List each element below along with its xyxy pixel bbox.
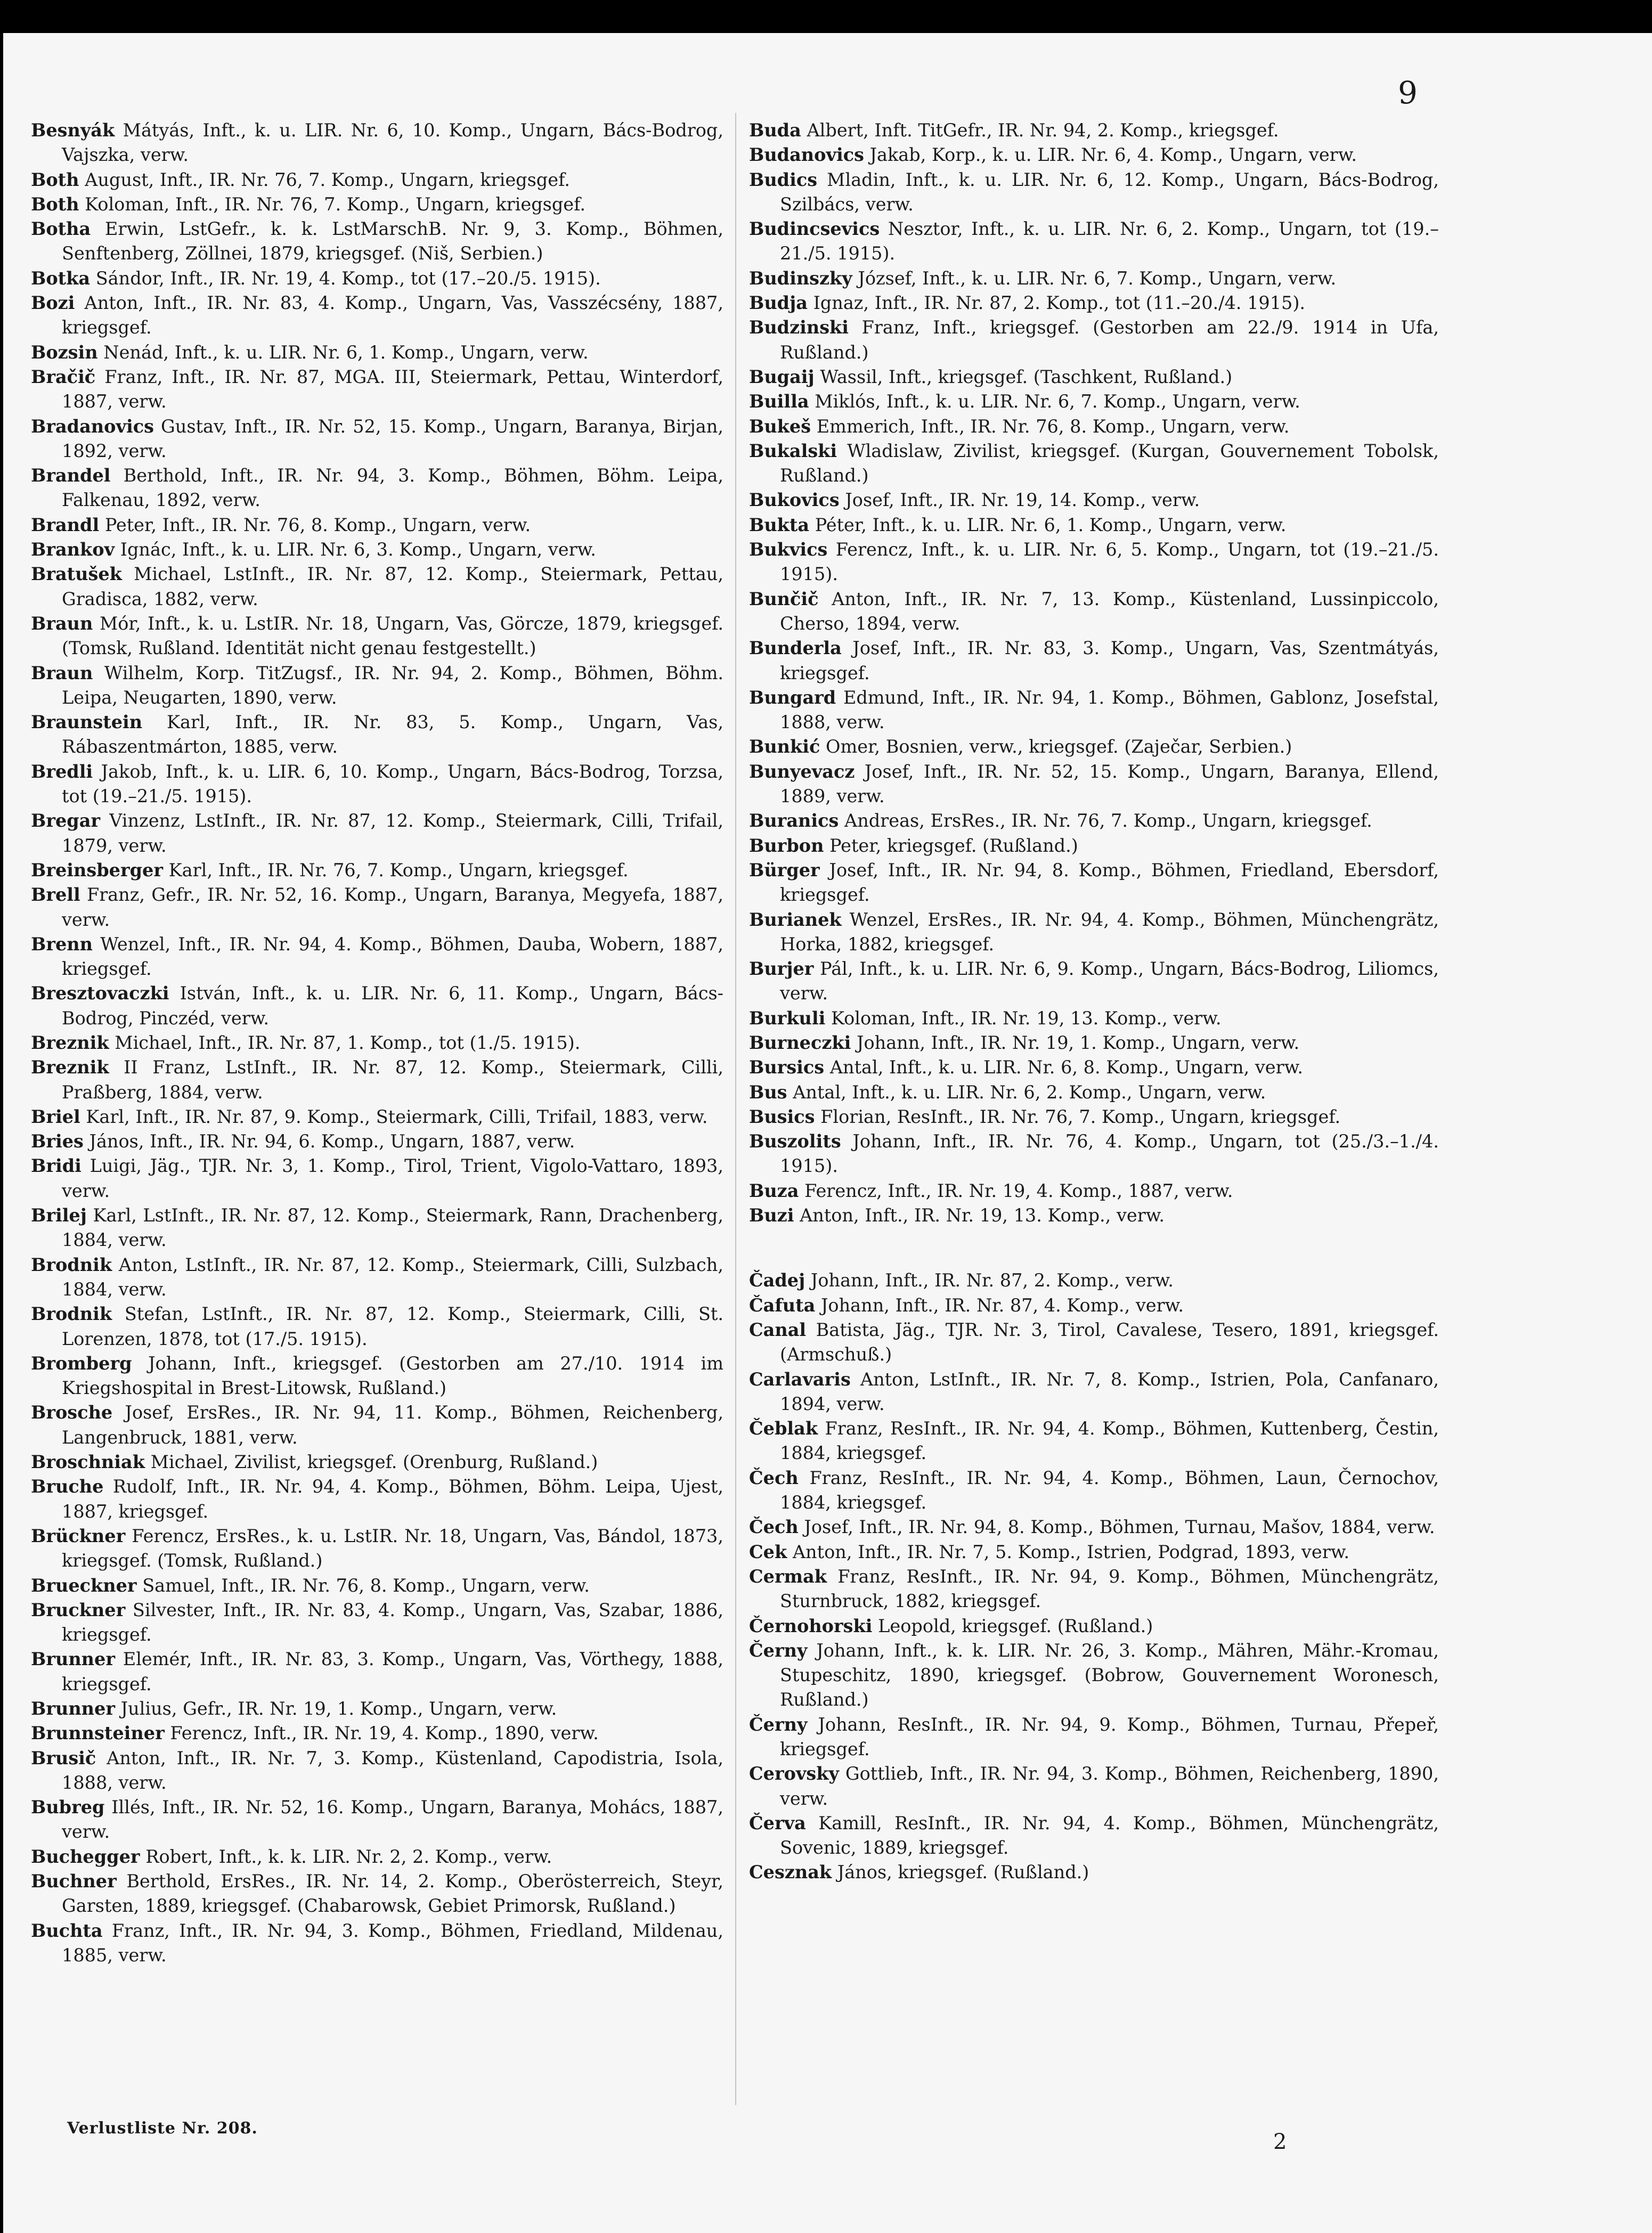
entry-surname: Burbon	[749, 835, 824, 856]
entry-surname: Bregar	[31, 810, 101, 832]
entry-surname: Bozi	[31, 292, 75, 314]
casualty-entry	[749, 735, 1439, 759]
entry-details: Batista, Jäg., TJR. Nr. 3, Tirol, Cavalese, Tesero, 1891, kriegsgef. (Armschuß.)	[780, 1319, 1439, 1365]
entry-surname: Brandel	[31, 465, 111, 486]
entry-details: Johann, Inft., IR. Nr. 19, 1. Komp., Ungarn, verw.	[857, 1032, 1300, 1053]
entry-details: Ferencz, Inft., IR. Nr. 19, 4. Komp., 1887, verw.	[804, 1180, 1233, 1201]
casualty-entry	[749, 636, 1439, 686]
casualty-entry	[749, 858, 1439, 908]
entry-surname: Burkuli	[749, 1007, 826, 1029]
entry-surname: Budzinski	[749, 317, 849, 338]
casualty-entry	[31, 217, 723, 266]
entry-surname: Bresztovaczki	[31, 983, 169, 1004]
entry-surname: Burjer	[749, 958, 814, 980]
left-column	[31, 118, 723, 1968]
entry-surname: Breznik	[31, 1057, 109, 1078]
entry-details: Anton, LstInft., IR. Nr. 87, 12. Komp., Steiermark, Cilli, Sulzbach, 1884, verw.	[62, 1254, 723, 1300]
entry-details: Jakab, Korp., k. u. LIR. Nr. 6, 4. Komp., Ungarn, verw.	[869, 144, 1357, 166]
entry-surname: Budanovics	[749, 144, 864, 166]
entry-surname: Černy	[749, 1714, 808, 1735]
entry-surname: Bunkić	[749, 736, 820, 757]
entry-details: Erwin, LstGefr., k. k. LstMarschB. Nr. 9, 3. Komp., Böhmen, Senftenberg, Zöllnei, 1879, kriegsgef. (Niš, Serbien.)	[62, 218, 723, 264]
entry-details: Edmund, Inft., IR. Nr. 94, 1. Komp., Böhmen, Gablonz, Josefstal, 1888, verw.	[780, 687, 1439, 733]
entry-details: Michael, LstInft., IR. Nr. 87, 12. Komp., Steiermark, Pettau, Gradisca, 1882, verw.	[62, 564, 723, 609]
casualty-entry	[31, 1721, 723, 1746]
entry-details: Berthold, Inft., IR. Nr. 94, 3. Komp., Böhmen, Böhm. Leipa, Falkenau, 1892, verw.	[62, 465, 723, 511]
entry-details: Josef, Inft., IR. Nr. 19, 14. Komp., verw.	[845, 490, 1200, 511]
casualty-entry	[749, 1416, 1439, 1466]
casualty-entry	[31, 1154, 723, 1203]
entry-surname: Bunčič	[749, 588, 819, 609]
entry-surname: Bračič	[31, 366, 96, 387]
entry-surname: Breznik	[31, 1032, 109, 1053]
casualty-entry	[749, 1713, 1439, 1762]
entry-surname: Bredli	[31, 761, 93, 782]
entry-details: Josef, ErsRes., IR. Nr. 94, 11. Komp., Böhmen, Reichenberg, Langenbruck, 1881, verw.	[62, 1402, 724, 1448]
entry-surname: Bunderla	[749, 638, 842, 659]
entry-surname: Bruche	[31, 1476, 104, 1497]
entry-surname: Bruckner	[31, 1599, 126, 1620]
entry-details: Kamill, ResInft., IR. Nr. 94, 4. Komp., Böhmen, Münchengrätz, Sovenic, 1889, kriegsgef.	[780, 1812, 1439, 1859]
entry-surname: Broschniak	[31, 1452, 145, 1473]
casualty-entry	[749, 1318, 1439, 1367]
entry-surname: Buda	[749, 120, 801, 141]
entry-surname: Buzi	[749, 1205, 794, 1226]
entry-details: Mór, Inft., k. u. LstIR. Nr. 18, Ungarn, Vas, Görcze, 1879, kriegsgef. (Tomsk, Rußland. Identität nicht genau festgestellt.)	[62, 613, 723, 659]
entry-surname: Besnyák	[31, 120, 115, 141]
casualty-entry	[749, 1129, 1439, 1179]
entry-surname: Burneczki	[749, 1032, 851, 1053]
entry-surname: Bukovics	[749, 490, 840, 511]
entry-details: Franz, Inft., IR. Nr. 94, 3. Komp., Böhmen, Friedland, Mildenau, 1885, verw.	[62, 1920, 723, 1966]
casualty-entry	[31, 118, 723, 168]
entry-details: Péter, Inft., k. u. LIR. Nr. 6, 1. Komp., Ungarn, verw.	[815, 514, 1287, 535]
casualty-entry	[749, 488, 1439, 512]
casualty-entry	[31, 661, 723, 711]
casualty-entry	[31, 266, 723, 291]
entry-details: Franz, Inft., IR. Nr. 87, MGA. III, Steiermark, Pettau, Winterdorf, 1887, verw.	[62, 366, 723, 412]
casualty-entry	[749, 1006, 1439, 1031]
casualty-entry	[31, 1400, 723, 1450]
entry-surname: Bukeš	[749, 415, 811, 437]
entry-surname: Čech	[749, 1467, 799, 1488]
entry-details: Pál, Inft., k. u. LIR. Nr. 6, 9. Komp., Ungarn, Bács-Bodrog, Liliomcs, verw.	[780, 958, 1439, 1004]
entry-surname: Brusič	[31, 1747, 96, 1769]
entry-surname: Bradanovics	[31, 415, 154, 437]
entry-details: Josef, Inft., IR. Nr. 83, 3. Komp., Ungarn, Vas, Szentmátyás, kriegsgef.	[780, 638, 1439, 683]
entry-details: Ferencz, ErsRes., k. u. LstIR. Nr. 18, Ungarn, Vas, Bándol, 1873, kriegsgef. (Tomsk, Rußland.)	[62, 1525, 723, 1571]
entry-details: Julius, Gefr., IR. Nr. 19, 1. Komp., Ungarn, verw.	[120, 1698, 557, 1719]
casualty-entry	[31, 1450, 723, 1474]
entry-details: János, Inft., IR. Nr. 94, 6. Komp., Ungarn, 1887, verw.	[89, 1131, 575, 1152]
entry-surname: Both	[31, 193, 79, 215]
entry-details: Silvester, Inft., IR. Nr. 83, 4. Komp., Ungarn, Vas, Szabar, 1886, kriegsgef.	[62, 1599, 723, 1645]
document-page	[3, 33, 1652, 2233]
entry-details: Andreas, ErsRes., IR. Nr. 76, 7. Komp., Ungarn, kriegsgef.	[844, 810, 1372, 832]
entry-surname: Brosche	[31, 1402, 113, 1423]
entry-details: Ignác, Inft., k. u. LIR. Nr. 6, 3. Komp., Ungarn, verw.	[120, 539, 596, 560]
casualty-entry	[31, 1302, 723, 1351]
entry-surname: Brunner	[31, 1698, 115, 1719]
signature-number: 2	[1273, 2130, 1287, 2154]
entry-surname: Burianek	[749, 909, 842, 930]
casualty-entry	[31, 1598, 723, 1648]
casualty-entry	[31, 932, 723, 982]
casualty-entry	[749, 414, 1439, 439]
entry-details: Gottlieb, Inft., IR. Nr. 94, 3. Komp., Böhmen, Reichenberg, 1890, verw.	[780, 1763, 1439, 1809]
entry-details: Ignaz, Inft., IR. Nr. 87, 2. Komp., tot (11.–20./4. 1915).	[813, 292, 1306, 314]
entry-surname: Bukta	[749, 514, 810, 535]
entry-surname: Černy	[749, 1640, 808, 1661]
casualty-entry	[31, 710, 723, 760]
entry-surname: Čeblak	[749, 1418, 818, 1439]
casualty-entry	[749, 1860, 1439, 1885]
casualty-entry	[749, 143, 1439, 167]
right-column	[749, 118, 1439, 1885]
entry-surname: Bungard	[749, 687, 836, 708]
entry-details: János, kriegsgef. (Rußland.)	[837, 1862, 1089, 1883]
entry-details: Franz, Inft., kriegsgef. (Gestorben am 22./9. 1914 in Ufa, Rußland.)	[780, 317, 1439, 363]
entry-surname: Brandl	[31, 514, 100, 535]
entry-details: Nesztor, Inft., k. u. LIR. Nr. 6, 2. Komp., Ungarn, tot (19.–21./5. 1915).	[780, 218, 1439, 264]
casualty-entry	[749, 439, 1439, 488]
entry-details: Koloman, Inft., IR. Nr. 76, 7. Komp., Ungarn, kriegsgef.	[85, 193, 585, 215]
entry-surname: Both	[31, 169, 79, 190]
entry-details: István, Inft., k. u. LIR. Nr. 6, 11. Komp., Ungarn, Bács-Bodrog, Pinczéd, verw.	[62, 983, 723, 1029]
entry-surname: Brenn	[31, 933, 93, 955]
casualty-entry	[31, 1869, 723, 1919]
casualty-entry	[749, 291, 1439, 315]
entry-details: Robert, Inft., k. k. LIR. Nr. 2, 2. Komp., verw.	[145, 1846, 552, 1867]
casualty-entry	[31, 1919, 723, 1968]
entry-details: Wladislaw, Zivilist, kriegsgef. (Kurgan, Gouvernement Tobolsk, Rußland.)	[780, 440, 1439, 486]
entry-details: Johann, Inft., kriegsgef. (Gestorben am 27./10. 1914 im Kriegshospital in Brest-Litowsk, Rußland.)	[62, 1352, 723, 1399]
entry-surname: Buchner	[31, 1871, 117, 1892]
entry-surname: Čadej	[749, 1270, 805, 1291]
casualty-entry	[749, 1564, 1439, 1614]
casualty-entry	[749, 1811, 1439, 1861]
entry-details: Wenzel, ErsRes., IR. Nr. 94, 4. Komp., Böhmen, Münchengrätz, Horka, 1882, kriegsgef.	[780, 909, 1439, 955]
entry-surname: Bukvics	[749, 539, 828, 560]
entry-surname: Cek	[749, 1541, 787, 1562]
casualty-entry	[749, 686, 1439, 735]
casualty-entry	[31, 1697, 723, 1721]
entry-surname: Bratušek	[31, 564, 122, 585]
casualty-entry	[749, 266, 1439, 291]
casualty-entry	[749, 315, 1439, 365]
casualty-entry	[749, 1293, 1439, 1318]
casualty-entry	[31, 340, 723, 365]
entry-surname: Botka	[31, 267, 91, 289]
entry-details: Peter, Inft., IR. Nr. 76, 8. Komp., Ungarn, verw.	[104, 514, 531, 535]
entry-surname: Busics	[749, 1106, 815, 1127]
entry-surname: Bugaij	[749, 366, 815, 387]
entry-details: Anton, LstInft., IR. Nr. 7, 8. Komp., Istrien, Pola, Canfanaro, 1894, verw.	[780, 1368, 1439, 1414]
entry-details: Josef, Inft., IR. Nr. 52, 15. Komp., Ungarn, Baranya, Ellend, 1889, verw.	[780, 761, 1439, 807]
entry-details: Johann, Inft., IR. Nr. 87, 2. Komp., verw.	[810, 1270, 1174, 1291]
entry-surname: Bozsin	[31, 341, 98, 363]
casualty-entry	[31, 1105, 723, 1129]
entry-surname: Bridi	[31, 1155, 82, 1177]
casualty-entry	[31, 1795, 723, 1845]
casualty-entry	[749, 834, 1439, 858]
entry-surname: Breinsberger	[31, 859, 163, 881]
casualty-entry	[749, 1515, 1439, 1539]
column-divider	[735, 113, 736, 2105]
entry-surname: Budincsevics	[749, 218, 880, 240]
entry-surname: Cerovsky	[749, 1763, 839, 1784]
entry-details: Wilhelm, Korp. TitZugsf., IR. Nr. 94, 2. Komp., Böhmen, Böhm. Leipa, Neugarten, 1890, verw.	[62, 662, 723, 708]
casualty-entry	[31, 192, 723, 217]
entry-surname: Budics	[749, 169, 818, 190]
casualty-entry	[31, 760, 723, 809]
casualty-entry	[31, 537, 723, 562]
entry-details: Sándor, Inft., IR. Nr. 19, 4. Komp., tot (17.–20./5. 1915).	[95, 267, 601, 289]
entry-details: Elemér, Inft., IR. Nr. 83, 3. Komp., Ungarn, Vas, Vörthegy, 1888, kriegsgef.	[62, 1649, 723, 1694]
entry-surname: Bukalski	[749, 440, 837, 461]
entry-details: József, Inft., k. u. LIR. Nr. 6, 7. Komp., Ungarn, verw.	[858, 267, 1337, 289]
entry-surname: Černohorski	[749, 1615, 873, 1636]
entry-surname: Buza	[749, 1180, 799, 1201]
entry-surname: Červa	[749, 1812, 806, 1833]
casualty-entry	[31, 365, 723, 414]
casualty-entry	[31, 562, 723, 612]
entry-surname: Buranics	[749, 810, 839, 832]
casualty-entry	[749, 1466, 1439, 1515]
entry-details: Antal, Inft., k. u. LIR. Nr. 6, 8. Komp., Ungarn, verw.	[829, 1057, 1303, 1078]
entry-details: Koloman, Inft., IR. Nr. 19, 13. Komp., verw.	[831, 1007, 1222, 1029]
casualty-entry	[749, 908, 1439, 957]
casualty-entry	[31, 1351, 723, 1401]
casualty-entry	[31, 1253, 723, 1302]
casualty-entry	[31, 1055, 723, 1105]
entry-details: Stefan, LstInft., IR. Nr. 87, 12. Komp., Steiermark, Cilli, St. Lorenzen, 1878, tot (17./5. 1915).	[62, 1303, 724, 1349]
entry-surname: Buchegger	[31, 1846, 140, 1867]
entry-details: Karl, LstInft., IR. Nr. 87, 12. Komp., Steiermark, Rann, Drachenberg, 1884, verw.	[62, 1205, 723, 1251]
entry-details: Luigi, Jäg., TJR. Nr. 3, 1. Komp., Tirol, Trient, Vigolo-Vattaro, 1893, verw.	[62, 1155, 723, 1201]
casualty-entry	[31, 1647, 723, 1697]
casualty-entry	[749, 1203, 1439, 1228]
entry-surname: Bromberg	[31, 1352, 132, 1374]
entry-details: Karl, Inft., IR. Nr. 87, 9. Komp., Steiermark, Cilli, Trifail, 1883, verw.	[86, 1106, 708, 1127]
casualty-entry	[749, 537, 1439, 587]
entry-surname: Canal	[749, 1319, 807, 1340]
casualty-entry	[749, 389, 1439, 414]
entry-surname: Brückner	[31, 1525, 126, 1546]
entry-surname: Brunnsteiner	[31, 1723, 165, 1744]
entry-details: Karl, Inft., IR. Nr. 76, 7. Komp., Ungarn, kriegsgef.	[168, 859, 629, 881]
casualty-entry	[749, 168, 1439, 217]
entry-details: Illés, Inft., IR. Nr. 52, 16. Komp., Ungarn, Baranya, Mohács, 1887, verw.	[62, 1797, 723, 1843]
entry-details: Gustav, Inft., IR. Nr. 52, 15. Komp., Ungarn, Baranya, Birjan, 1892, verw.	[62, 415, 724, 461]
entry-details: Karl, Inft., IR. Nr. 83, 5. Komp., Ungarn, Vas, Rábaszentmárton, 1885, verw.	[62, 712, 723, 757]
casualty-entry	[31, 1031, 723, 1055]
casualty-entry	[31, 463, 723, 513]
entry-details: Anton, Inft., IR. Nr. 7, 3. Komp., Küstenland, Capodistria, Isola, 1888, verw.	[62, 1747, 723, 1793]
entry-surname: Budja	[749, 292, 808, 314]
casualty-entry	[749, 1105, 1439, 1129]
entry-details: Michael, Inft., IR. Nr. 87, 1. Komp., tot (1./5. 1915).	[115, 1032, 581, 1053]
entry-surname: Bürger	[749, 859, 820, 881]
entry-details: Mladin, Inft., k. u. LIR. Nr. 6, 12. Komp., Ungarn, Bács-Bodrog, Szilbács, verw.	[780, 169, 1439, 215]
entry-details: Johann, Inft., k. k. LIR. Nr. 26, 3. Komp., Mähren, Mähr.-Kromau, Stupeschitz, 1890, kriegsgef. (Bobrow, Gouvernement Woronesch, Rußland.)	[780, 1640, 1439, 1710]
entry-details: Ferencz, Inft., k. u. LIR. Nr. 6, 5. Komp., Ungarn, tot (19.–21./5. 1915).	[780, 539, 1439, 585]
casualty-entry	[31, 809, 723, 858]
entry-surname: Brunner	[31, 1649, 115, 1670]
entry-surname: Brell	[31, 884, 80, 906]
entry-surname: Bubreg	[31, 1797, 105, 1818]
entry-surname: Braun	[31, 662, 93, 683]
casualty-entry	[31, 1845, 723, 1869]
entry-details: Anton, Inft., IR. Nr. 19, 13. Komp., verw.	[800, 1205, 1165, 1226]
entry-details: Franz, ResInft., IR. Nr. 94, 9. Komp., Böhmen, Münchengrätz, Sturnbruck, 1882, kriegsgef.	[780, 1566, 1439, 1612]
entry-details: Albert, Inft. TitGefr., IR. Nr. 94, 2. Komp., kriegsgef.	[807, 120, 1279, 141]
entry-details: Jakob, Inft., k. u. LIR. 6, 10. Komp., Ungarn, Bács-Bodrog, Torzsa, tot (19.–21./5. 1915).	[62, 761, 723, 807]
entry-surname: Buchta	[31, 1920, 103, 1941]
casualty-entry	[749, 957, 1439, 1006]
entry-details: Anton, Inft., IR. Nr. 83, 4. Komp., Ungarn, Vas, Vasszécsény, 1887, kriegsgef.	[62, 292, 723, 338]
entry-details: Leopold, kriegsgef. (Rußland.)	[878, 1615, 1153, 1636]
entry-details: Josef, Inft., IR. Nr. 94, 8. Komp., Böhmen, Turnau, Mašov, 1884, verw.	[804, 1517, 1435, 1538]
casualty-entry	[749, 1540, 1439, 1564]
casualty-entry	[31, 612, 723, 661]
page-number: 9	[1398, 75, 1418, 111]
casualty-entry	[31, 291, 723, 340]
entry-details: Franz, ResInft., IR. Nr. 94, 4. Komp., Böhmen, Laun, Černochov, 1884, kriegsgef.	[780, 1467, 1439, 1513]
entry-details: Franz, Gefr., IR. Nr. 52, 16. Komp., Ungarn, Baranya, Megyefa, 1887, verw.	[62, 884, 723, 930]
entry-surname: Briel	[31, 1106, 80, 1127]
entry-surname: Brodnik	[31, 1254, 112, 1275]
casualty-entry	[31, 414, 723, 464]
casualty-entry	[31, 168, 723, 192]
entry-surname: Buszolits	[749, 1131, 841, 1152]
entry-details: Mátyás, Inft., k. u. LIR. Nr. 6, 10. Komp., Ungarn, Bács-Bodrog, Vajszka, verw.	[62, 120, 723, 166]
casualty-entry	[749, 1614, 1439, 1639]
casualty-entry	[749, 513, 1439, 537]
entry-surname: Cesznak	[749, 1862, 832, 1883]
entry-details: Anton, Inft., IR. Nr. 7, 5. Komp., Istrien, Podgrad, 1893, verw.	[792, 1541, 1350, 1562]
casualty-entry	[749, 809, 1439, 833]
entry-details: Ferencz, Inft., IR. Nr. 19, 4. Komp., 1890, verw.	[170, 1723, 599, 1744]
casualty-entry	[31, 1746, 723, 1796]
entry-surname: Brodnik	[31, 1303, 112, 1325]
entry-details: Rudolf, Inft., IR. Nr. 94, 4. Komp., Böhmen, Böhm. Leipa, Ujest, 1887, kriegsgef.	[62, 1476, 723, 1522]
entry-details: Wenzel, Inft., IR. Nr. 94, 4. Komp., Böhmen, Dauba, Wobern, 1887, kriegsgef.	[62, 933, 723, 980]
entry-details: August, Inft., IR. Nr. 76, 7. Komp., Ungarn, kriegsgef.	[85, 169, 570, 190]
entry-details: Josef, Inft., IR. Nr. 94, 8. Komp., Böhmen, Friedland, Ebersdorf, kriegsgef.	[780, 859, 1439, 906]
entry-details: II Franz, LstInft., IR. Nr. 87, 12. Komp., Steiermark, Cilli, Praßberg, 1884, verw.	[62, 1057, 723, 1103]
casualty-entry	[749, 365, 1439, 389]
casualty-entry	[749, 1179, 1439, 1203]
entry-details: Wassil, Inft., kriegsgef. (Taschkent, Rußland.)	[820, 366, 1233, 387]
casualty-entry	[749, 760, 1439, 809]
casualty-entry	[749, 217, 1439, 266]
casualty-entry	[749, 1080, 1439, 1105]
entry-surname: Čech	[749, 1517, 799, 1538]
entry-surname: Braunstein	[31, 712, 143, 733]
casualty-entry	[749, 1268, 1439, 1293]
entry-surname: Cermak	[749, 1566, 827, 1587]
entry-surname: Bursics	[749, 1057, 825, 1078]
casualty-entry	[749, 118, 1439, 143]
entry-details: Johann, Inft., IR. Nr. 76, 4. Komp., Ungarn, tot (25./3.–1./4. 1915).	[780, 1131, 1439, 1177]
entry-surname: Botha	[31, 218, 91, 240]
casualty-entry	[749, 1639, 1439, 1713]
casualty-entry	[31, 1129, 723, 1154]
casualty-entry	[31, 858, 723, 883]
casualty-entry	[749, 1031, 1439, 1055]
entry-surname: Bus	[749, 1081, 787, 1103]
casualty-entry	[31, 1474, 723, 1524]
casualty-entry	[31, 1203, 723, 1253]
entry-details: Emmerich, Inft., IR. Nr. 76, 8. Komp., Ungarn, verw.	[816, 415, 1290, 437]
entry-surname: Brankov	[31, 539, 115, 560]
entry-surname: Builla	[749, 391, 809, 412]
entry-details: Omer, Bosnien, verw., kriegsgef. (Zaječar, Serbien.)	[826, 736, 1292, 757]
entry-surname: Brilej	[31, 1205, 87, 1226]
entry-details: Michael, Zivilist, kriegsgef. (Orenburg, Rußland.)	[150, 1452, 598, 1473]
entry-details: Samuel, Inft., IR. Nr. 76, 8. Komp., Ungarn, verw.	[142, 1575, 590, 1596]
entry-surname: Brueckner	[31, 1575, 137, 1596]
footer-list-number: Verlustliste Nr. 208.	[67, 2119, 258, 2138]
casualty-entry	[749, 587, 1439, 637]
casualty-entry	[31, 1524, 723, 1574]
casualty-entry	[31, 981, 723, 1031]
entry-details: Johann, Inft., IR. Nr. 87, 4. Komp., verw.	[820, 1294, 1184, 1316]
entry-details: Franz, ResInft., IR. Nr. 94, 4. Komp., Böhmen, Kuttenberg, Čestin, 1884, kriegsgef.	[780, 1418, 1439, 1464]
entry-details: Antal, Inft., k. u. LIR. Nr. 6, 2. Komp., Ungarn, verw.	[793, 1081, 1266, 1103]
casualty-entry	[749, 1762, 1439, 1811]
entry-surname: Čafuta	[749, 1294, 816, 1316]
casualty-entry	[749, 1055, 1439, 1080]
entry-surname: Bunyevacz	[749, 761, 855, 782]
casualty-entry	[31, 883, 723, 932]
casualty-entry	[31, 513, 723, 537]
entry-surname: Budinszky	[749, 267, 852, 289]
entry-surname: Carlavaris	[749, 1368, 851, 1390]
entry-details: Peter, kriegsgef. (Rußland.)	[829, 835, 1078, 856]
entry-surname: Bries	[31, 1131, 84, 1152]
entry-details: Anton, Inft., IR. Nr. 7, 13. Komp., Küstenland, Lussinpiccolo, Cherso, 1894, verw.	[780, 588, 1439, 634]
entry-surname: Braun	[31, 613, 93, 634]
casualty-entry	[31, 1574, 723, 1598]
entry-details: Johann, ResInft., IR. Nr. 94, 9. Komp., Böhmen, Turnau, Přepeř, kriegsgef.	[780, 1714, 1439, 1759]
entry-details: Vinzenz, LstInft., IR. Nr. 87, 12. Komp., Steiermark, Cilli, Trifail, 1879, verw.	[62, 810, 723, 856]
casualty-entry	[749, 1367, 1439, 1417]
entry-details: Nenád, Inft., k. u. LIR. Nr. 6, 1. Komp., Ungarn, verw.	[103, 341, 589, 363]
entry-details: Florian, ResInft., IR. Nr. 76, 7. Komp., Ungarn, kriegsgef.	[820, 1106, 1341, 1127]
entry-details: Miklós, Inft., k. u. LIR. Nr. 6, 7. Komp., Ungarn, verw.	[815, 391, 1300, 412]
entry-details: Berthold, ErsRes., IR. Nr. 14, 2. Komp., Oberösterreich, Steyr, Garsten, 1889, kriegsgef. (Chabarowsk, Gebiet Primorsk, Rußland.)	[62, 1871, 723, 1917]
